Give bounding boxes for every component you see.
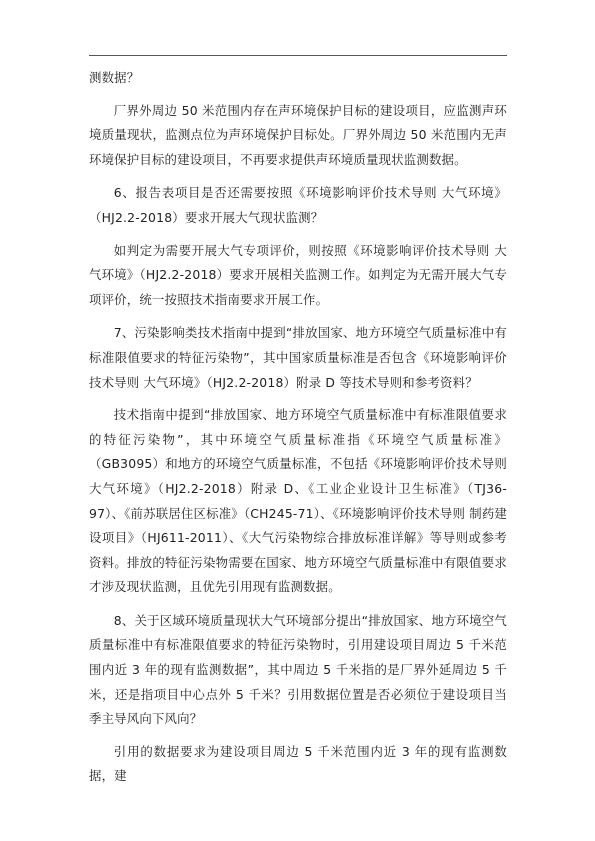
page-body: [89, 66, 507, 789]
paragraph-continuation: 测数据？: [89, 70, 140, 85]
question-paragraph: 6、报告表项目是否还需要按照《环境影响评价技术导则 大气环境》（HJ2.2-2018）要求开展大气现状监测？: [89, 185, 507, 225]
answer-paragraph: 引用的数据要求为建设项目周边 5 千米范围内近 3 年的现有监测数据，建: [89, 743, 507, 784]
question-paragraph: 7、污染影响类技术指南中提到“排放国家、地方环境空气质量标准中有标准限值要求的特征污染物”，其中国家质量标准是否包含《环境影响评价技术导则 大气环境》（HJ2.2-2018）附录 D 等技术导则和参考资料？: [89, 325, 507, 390]
answer-paragraph: 技术指南中提到“排放国家、地方环境空气质量标准中有标准限值要求的特征污染物”，其中环境空气质量标准指《环境空气质量标准》（GB3095）和地方的环境空气质量标准，不包括《环境影响评价技术导则 大气环境》（HJ2.2-2018）附录 D、《工业企业设计卫生标准》（TJ36-97）、《前苏联居住区标准》（CH245-71）、《环境影响评价技术导则 制药建设项目》（HJ611-2011）、《大气污染物综合排放标准详解》等导则或参考资料。排放的特征污染物需要在国家、地方环境空气质量标准中有限值要求才涉及现状监测，且优先引用现有监测数据。: [89, 407, 507, 595]
question-paragraph: 8、关于区域环境质量现状大气环境部分提出“排放国家、地方环境空气质量标准中有标准限值要求的特征污染物时，引用建设项目周边 5 千米范围内近 3 年的现有监测数据”，其中周边 5 千米指的是厂界外延周边 5 千米，还是指项目中心点外 5 千米？引用数据位置是否必须位于建设项目当季主导风向下风向？: [89, 612, 507, 727]
answer-paragraph: 厂界外周边 50 米范围内存在声环境保护目标的建设项目，应监测声环境质量现状，监测点位为声环境保护目标处。厂界外周边 50 米范围内无声环境保护目标的建设项目，不再要求提供声环境质量现状监测数据。: [89, 102, 507, 167]
answer-paragraph: 如判定为需要开展大气专项评价，则按照《环境影响评价技术导则 大气环境》（HJ2.2-2018）要求开展相关监测工作。如判定为无需开展大气专项评价，统一按照技术指南要求开展工作。: [89, 242, 507, 307]
header-rule: [89, 55, 507, 56]
